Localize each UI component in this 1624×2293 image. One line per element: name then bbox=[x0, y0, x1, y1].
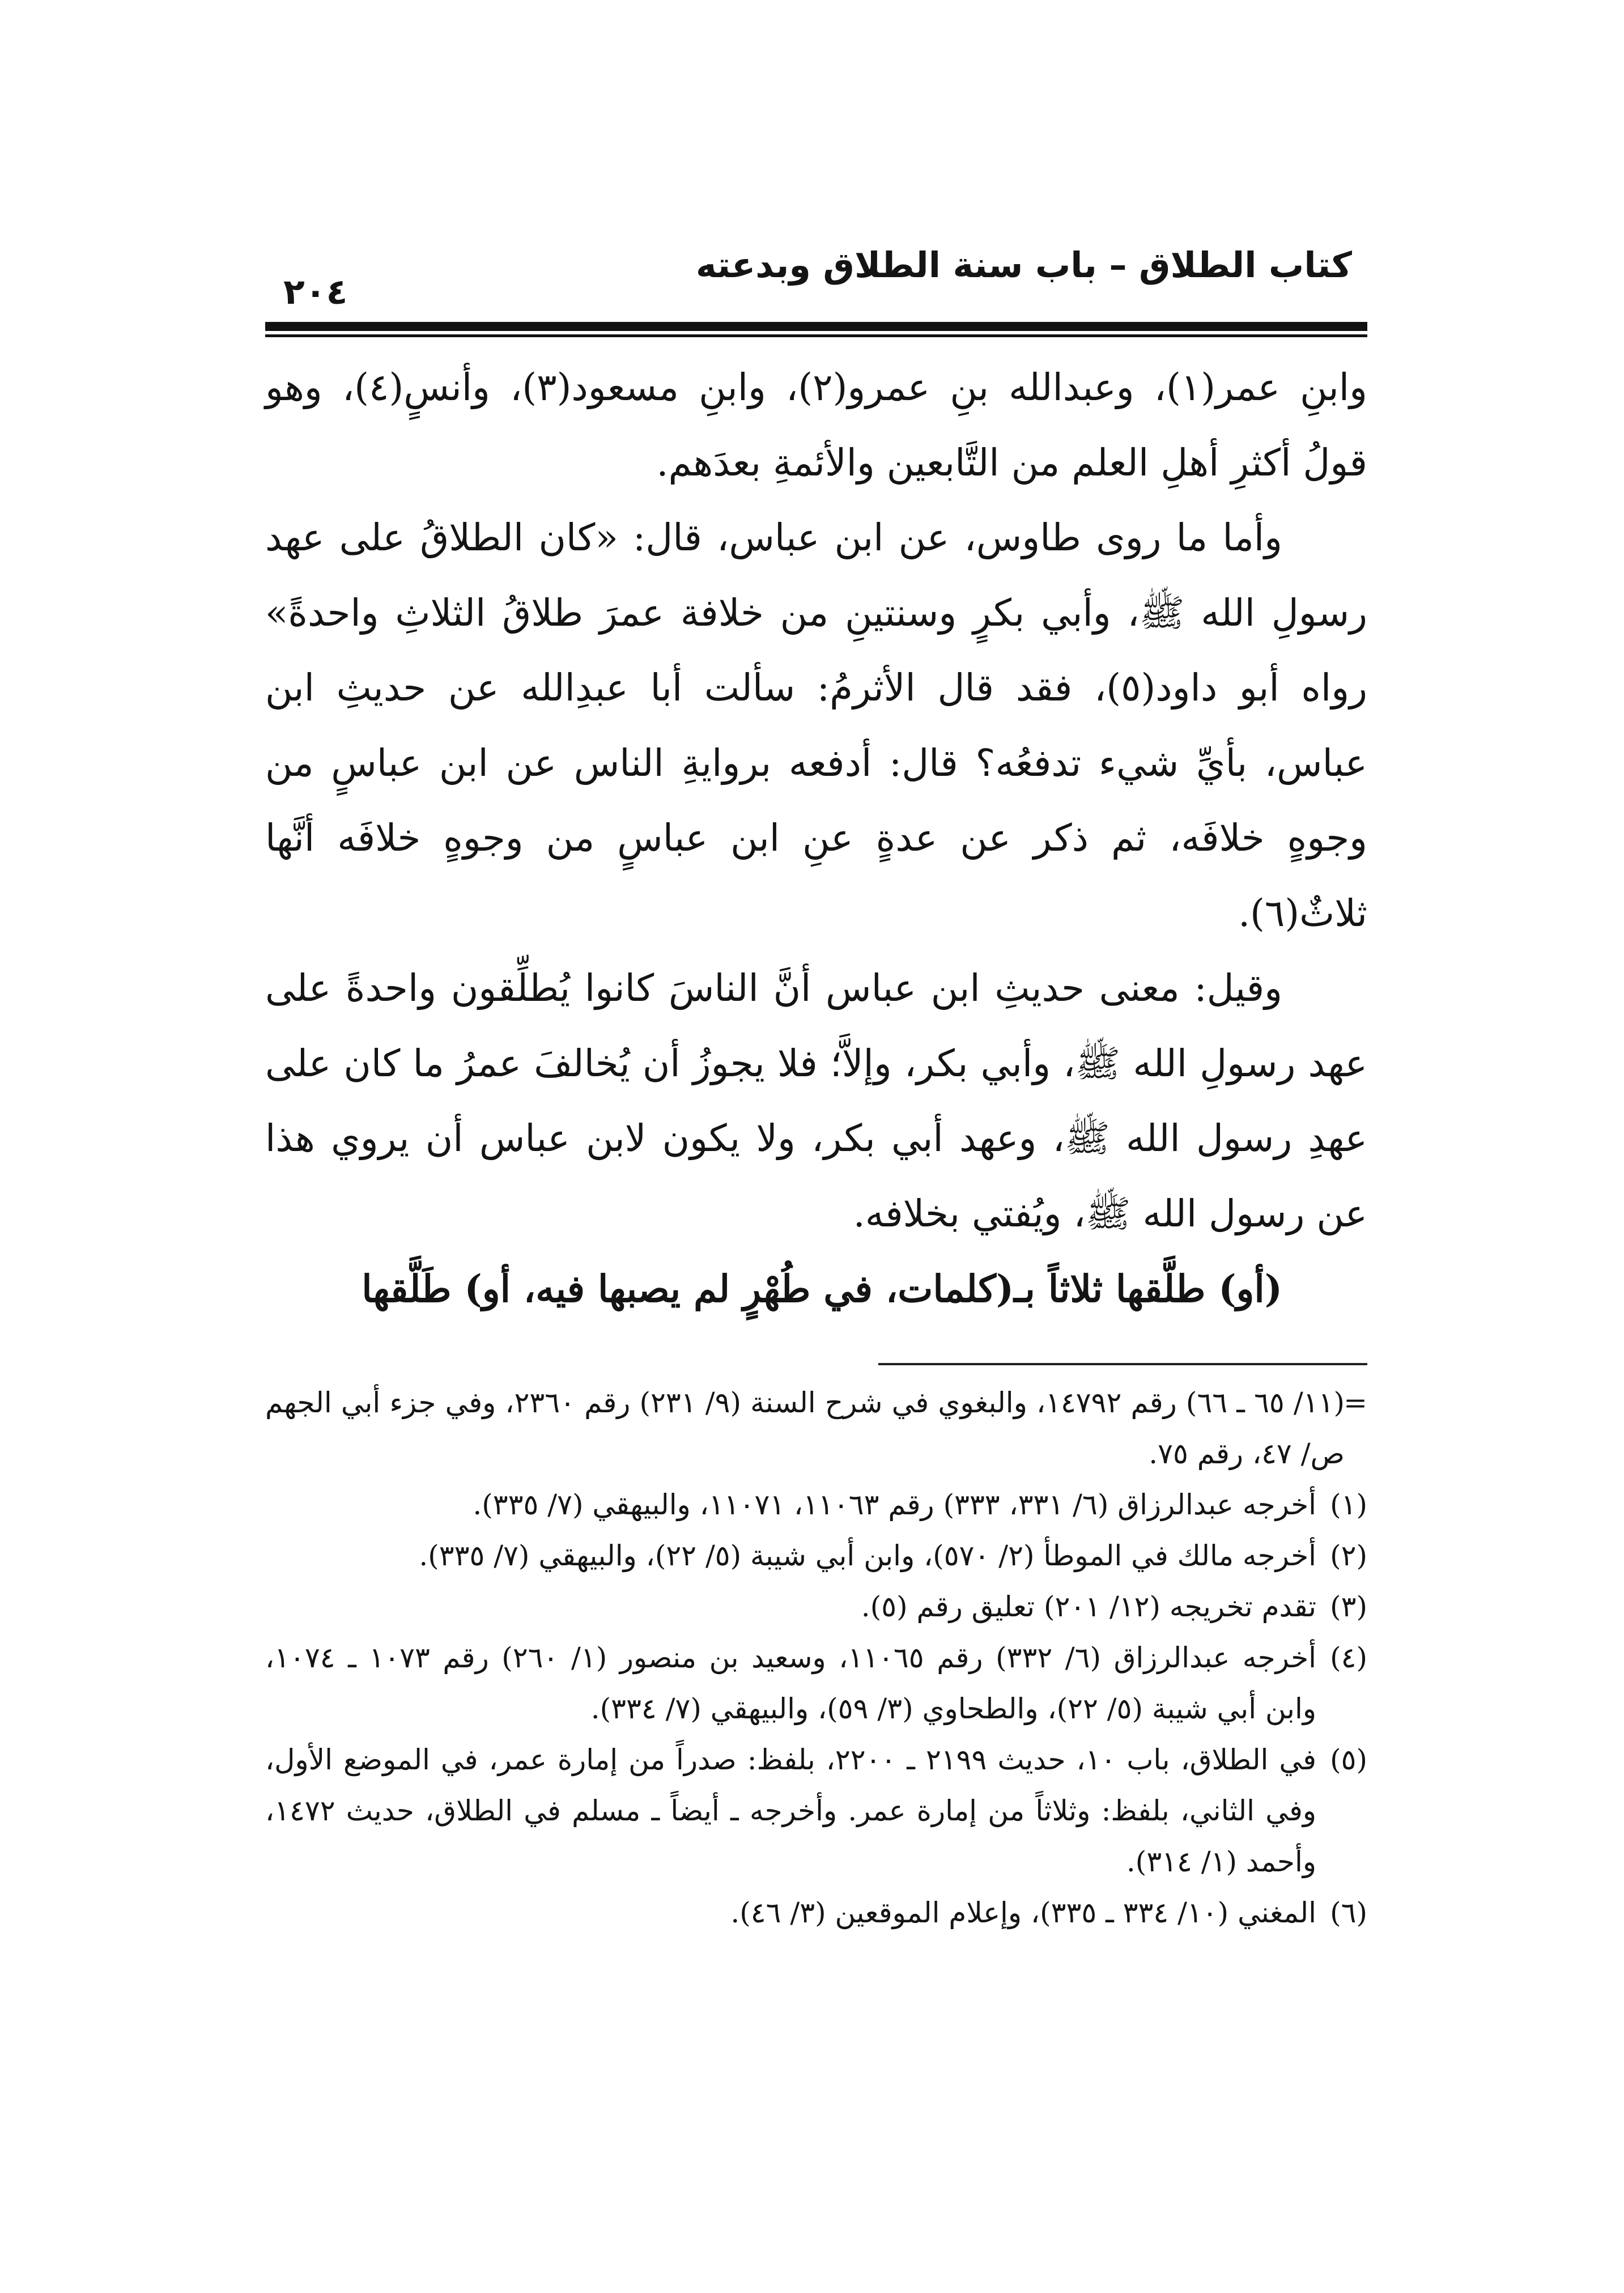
footnote-continuation bbox=[265, 1377, 1367, 1479]
footnote-mark: (٤) bbox=[1330, 1641, 1367, 1674]
header-rule-thin bbox=[265, 334, 1367, 337]
footnote-text: أخرجه مالك في الموطأ (٢/ ٥٧٠)، وابن أبي شيبة (٥/ ٢٢)، والبيهقي (٧/ ٣٣٥). bbox=[419, 1539, 1316, 1572]
footnote-mark: (٣) bbox=[1330, 1590, 1367, 1623]
footnote-continuation-text: (١١/ ٦٥ ـ ٦٦) رقم ١٤٧٩٢، والبغوي في شرح السنة (٩/ ٢٣١) رقم ٢٣٦٠، وفي جزء أبي الجهم ص/ ٤٧، رقم ٧٥. bbox=[265, 1386, 1345, 1470]
page-number: ٢٠٤ bbox=[283, 271, 348, 312]
main-text bbox=[265, 350, 1367, 1327]
paragraph-3: وقيل: معنى حديثِ ابن عباس أنَّ الناسَ كانوا يُطلِّقون واحدةً على عهد رسولِ الله ﷺ، وأبي بكر، وإلاَّ؛ فلا يجوزُ أن يُخالفَ عمرُ ما كان على عهدِ رسول الله ﷺ، وعهد أبي بكر، ولا يكون لابن عباس أن يروي هذا عن رسول الله ﷺ، ويُفتي بخلافه. bbox=[265, 966, 1367, 1235]
footnote-mark: (١) bbox=[1330, 1488, 1367, 1521]
footnote-3 bbox=[265, 1581, 1367, 1632]
footnote-text: تقدم تخريجه (١٢/ ٢٠١) تعليق رقم (٥). bbox=[861, 1590, 1316, 1623]
footnote-4 bbox=[265, 1632, 1367, 1734]
paragraph-1: وابنِ عمر(١)، وعبدالله بنِ عمرو(٢)، وابنِ مسعود(٣)، وأنسٍ(٤)، وهو قولُ أكثرِ أهلِ العلم من التَّابعين والأئمةِ بعدَهم. bbox=[265, 366, 1367, 485]
footnote-mark: (٢) bbox=[1330, 1539, 1367, 1572]
footnote-5 bbox=[265, 1734, 1367, 1887]
footnotes bbox=[265, 1377, 1367, 1938]
footnote-text: في الطلاق، باب ١٠، حديث ٢١٩٩ ـ ٢٢٠٠، بلفظ: صدراً من إمارة عمر، في الموضع الأول، وفي الثاني، بلفظ: وثلاثاً من إمارة عمر. وأخرجه ـ أيضاً ـ مسلم في الطلاق، حديث ١٤٧٢، وأحمد (١/ ٣١٤). bbox=[265, 1743, 1317, 1878]
footnote-mark: (٦) bbox=[1330, 1896, 1367, 1929]
continuation-mark: = bbox=[1344, 1386, 1367, 1419]
footnote-1 bbox=[265, 1479, 1367, 1530]
footnote-2 bbox=[265, 1530, 1367, 1581]
header-rule-thick bbox=[265, 322, 1367, 331]
footnote-6 bbox=[265, 1887, 1367, 1938]
footnote-text: أخرجه عبدالرزاق (٦/ ٣٣١، ٣٣٣) رقم ١١٠٦٣، ١١٠٧١، والبيهقي (٧/ ٣٣٥). bbox=[473, 1488, 1316, 1521]
paragraph-2: وأما ما روى طاوس، عن ابن عباس، قال: «كان الطلاقُ على عهد رسولِ الله ﷺ، وأبي بكرٍ وسنتينِ من خلافة عمرَ طلاقُ الثلاثِ واحدةً» رواه أبو داود(٥)، فقد قال الأثرمُ: سألت أبا عبدِالله عن حديثِ ابن عباس، بأيِّ شيء تدفعُه؟ قال: أدفعه بروايةِ الناس عن ابن عباسٍ من وجوهٍ خلافَه، ثم ذكر عن عدةٍ عنِ ابن عباسٍ من وجوهٍ خلافَه أنَّها ثلاثٌ(٦). bbox=[265, 516, 1367, 935]
running-header-title: كتاب الطلاق – باب سنة الطلاق وبدعته bbox=[696, 244, 1352, 286]
footnote-divider bbox=[878, 1363, 1367, 1365]
footnote-text: المغني (١٠/ ٣٣٤ ـ ٣٣٥)، وإعلام الموقعين (٣/ ٤٦). bbox=[730, 1896, 1316, 1929]
matn-paragraph: (أو) طلَّقها ثلاثاً بـ(كلمات، في طُهْرٍ لم يصبها فيه، أو) طَلَّقها bbox=[362, 1267, 1282, 1311]
footnote-text: أخرجه عبدالرزاق (٦/ ٣٣٢) رقم ١١٠٦٥، وسعيد بن منصور (١/ ٢٦٠) رقم ١٠٧٣ ـ ١٠٧٤، وابن أبي شيبة (٥/ ٢٢)، والطحاوي (٣/ ٥٩)، والبيهقي (٧/ ٣٣٤). bbox=[265, 1641, 1316, 1725]
footnote-mark: (٥) bbox=[1330, 1743, 1367, 1776]
